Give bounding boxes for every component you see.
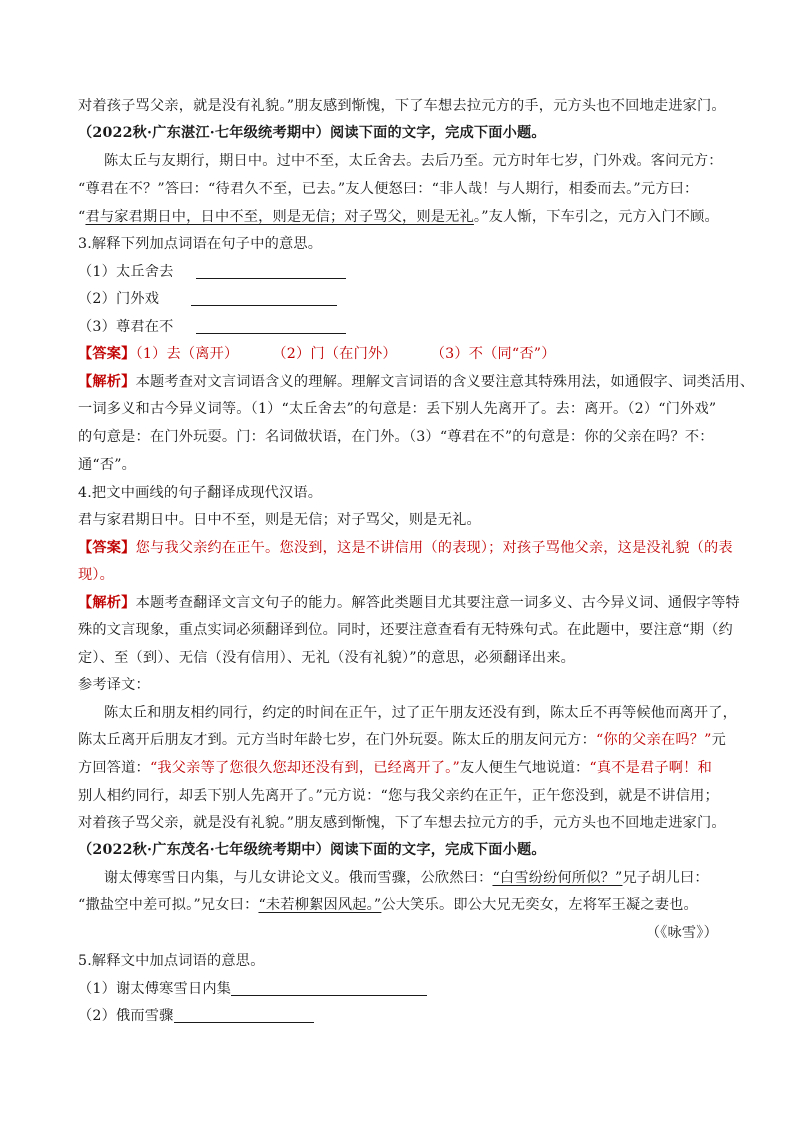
- question-5-item-1: [78, 979, 718, 999]
- explanation-text: 本题考查翻译文言文句子的能力。解答此类题目尤其要注意一词多义、古今异义词、通假字等特: [135, 595, 740, 611]
- answer-blank: [174, 1008, 314, 1023]
- answer-text: （3）不（同“否”）: [430, 346, 556, 362]
- translation-line: 对着孩子骂父亲，就是没有礼貌。”朋友感到惭愧，下了车想去拉元方的手，元方头也不回地走进家门。: [78, 815, 726, 831]
- passage-text: “撒盐空中差可拟。”兄女曰：: [78, 897, 259, 913]
- explanation-3-line: 通“否”。: [78, 457, 137, 473]
- question-3: 3.解释下列加点词语在句子中的意思。: [78, 236, 323, 252]
- passage-title: （《咏雪》）: [645, 925, 718, 941]
- passage-line: [104, 868, 718, 888]
- translation-text: 陈太丘离开后朋友才到。元方当时年龄七岁，在门外玩耍。陈太丘的朋友问元方：: [78, 732, 596, 748]
- passage-line: “尊君在不？”答曰：“待君久不至，已去。”友人便怒曰：“非人哉！与人期行，相委而去。”元方曰：: [78, 181, 699, 197]
- explanation-4-line: [78, 593, 740, 613]
- passage-line: 陈太丘与友期行，期日中。过中不至，太丘舍去。去后乃至。元方时年七岁，门外戏。客问元方：: [104, 153, 723, 169]
- translation-line: 别人相约同行，却丢下别人先离开了。”元方说：“您与我父亲约在正午，正午您没到，就是不讲信用；: [78, 788, 719, 804]
- passage-line: [78, 207, 718, 227]
- translation-text: 方回答道：: [78, 760, 150, 776]
- answer-4-line: [78, 538, 733, 558]
- answer-blank: [231, 981, 427, 996]
- answer-4-line: 现）。: [78, 567, 115, 583]
- passage-source-heading: （2022秋·广东湛江·七年级统考期中）阅读下面的文字，完成下面小题。: [78, 125, 546, 141]
- explanation-3-line: 的句意是：在门外玩耍。门：名词做状语，在门外。（3）“尊君在不”的句意是：你的父亲在吗？不：: [78, 429, 714, 445]
- item-label: （3）尊君在不: [78, 319, 174, 335]
- question-3-item-2: [78, 289, 718, 309]
- question-5: 5.解释文中加点词语的意思。: [78, 953, 265, 969]
- answer-tag: 【答案】: [78, 540, 136, 556]
- translation-line: 陈太丘和朋友相约同行，约定的时间在正午，过了正午朋友还没有到，陈太丘不再等候他而离开了，: [104, 705, 738, 721]
- underlined-sentence: “白雪纷纷何所似？”: [492, 870, 623, 886]
- answer-tag: 【答案】: [78, 346, 136, 362]
- item-label: （1）谢太傅寒雪日内集: [78, 981, 232, 997]
- question-3-item-3: [78, 317, 718, 337]
- explanation-text: 本题考查对文言词语含义的理解。理解文言词语的含义要注意其特殊用法，如通假字、词类活用、: [135, 374, 755, 390]
- explanation-tag: 【解析】: [78, 595, 136, 611]
- explanation-3-line: [78, 372, 755, 392]
- passage-text: 兄子胡儿曰：: [622, 870, 709, 886]
- question-4-sentence: 君与家君期日中。日中不至，则是无信；对子骂父，则是无礼。: [78, 512, 481, 528]
- item-label: （2）门外戏: [78, 291, 160, 307]
- passage-text: 公大笑乐。即公大兄无奕女，左将军王凝之妻也。: [381, 897, 698, 913]
- answer-text: （1）去（离开）: [135, 346, 239, 362]
- translation-line: [78, 758, 718, 778]
- item-label: （2）俄而雪骤: [78, 1008, 174, 1024]
- answer-blank: [196, 264, 346, 279]
- translation-quote: “你的父亲在吗？”: [595, 732, 712, 748]
- explanation-4-line: 殊的文言现象，重点实词必须翻译到位。同时，还要注意查看有无特殊句式。在此题中，要注意“期（约: [78, 622, 733, 638]
- passage-line: [78, 895, 718, 915]
- question-5-item-2: [78, 1006, 718, 1026]
- reference-translation-label: 参考译文：: [78, 677, 150, 693]
- explanation-4-line: 定）、至（到）、无信（没有信用）、无礼（没有礼貌）”的意思，必须翻译出来。: [78, 650, 576, 666]
- translation-text: 友人便生气地说道：: [459, 760, 590, 776]
- underlined-sentence: “未若柳絮因风起。”: [258, 897, 382, 913]
- question-3-item-1: [78, 262, 718, 282]
- translation-line: [78, 730, 726, 750]
- passage-text: 。”友人惭，下车引之，元方入门不顾。: [473, 209, 719, 225]
- passage-source-heading: （2022秋·广东茂名·七年级统考期中）阅读下面的文字，完成下面小题。: [78, 842, 546, 858]
- answer-blank: [191, 291, 337, 306]
- translation-quote: “真不是君子啊！和: [589, 760, 712, 776]
- item-label: （1）太丘舍去: [78, 264, 174, 280]
- answer-3: [78, 344, 718, 364]
- quote-mark: “: [78, 209, 86, 225]
- text-line: 对着孩子骂父亲，就是没有礼貌。”朋友感到惭愧，下了车想去拉元方的手，元方头也不回地走进家门。: [78, 98, 726, 114]
- answer-text: （2）门（在门外）: [272, 346, 397, 362]
- question-4: 4.把文中画线的句子翻译成现代汉语。: [78, 485, 323, 501]
- translation-text: 元: [711, 732, 726, 748]
- explanation-tag: 【解析】: [78, 374, 136, 390]
- translation-quote: “我父亲等了您很久您却还没有到，已经离开了。”: [149, 760, 460, 776]
- passage-text: 谢太傅寒雪日内集，与儿女讲论文义。俄而雪骤，公欣然曰：: [104, 870, 493, 886]
- answer-text: 您与我父亲约在正午。您没到，这是不讲信用（的表现）；对孩子骂他父亲，这是没礼貌（的表: [135, 540, 733, 556]
- underlined-sentence: 君与家君期日中，日中不至，则是无信；对子骂父，则是无礼: [85, 209, 474, 225]
- answer-blank: [196, 319, 346, 334]
- explanation-3-line: 一词多义和古今异义词等。（1）“太丘舍去”的句意是：丢下别人先离开了。去：离开。（2）“门外戏”: [78, 401, 717, 417]
